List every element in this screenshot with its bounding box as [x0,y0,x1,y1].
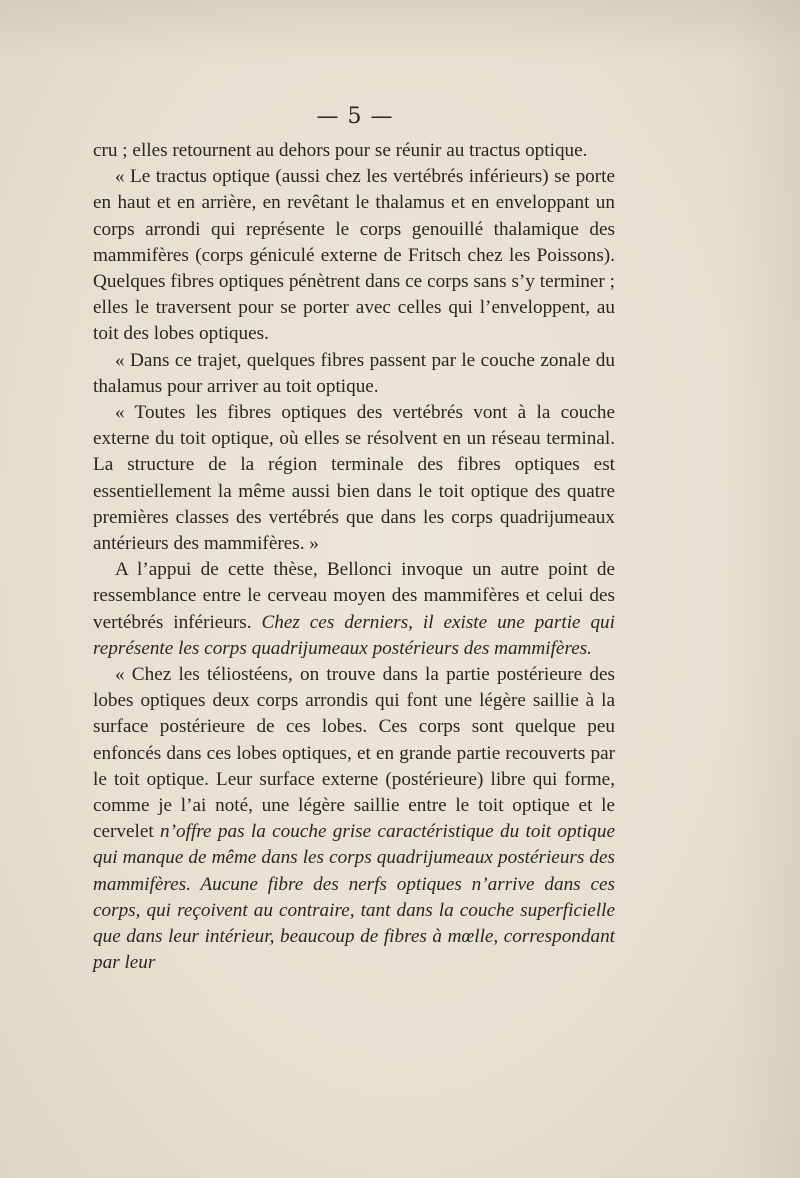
page-shadow-right [730,0,800,1178]
paragraph [93,557,615,662]
text-run: « Chez les téliostéens, on trouve dans la partie postérieure des lobes optiques deux corps arrondis qui font une légère saillie à la surface postérieure de ces lobes. Ces corps sont quelque peu enfoncés dans ces lobes optiques, et en grande partie recouverts par le toit optique. Leur surface externe (postérieure) libre qui forme, comme je l’ai noté, une légère saillie entre le toit optique et le cervelet [93,664,615,843]
paragraph [93,164,615,347]
page-number: — 5 — [316,104,394,129]
page-shadow-top [0,0,800,60]
text-run: « Dans ce trajet, quelques fibres passent par le couche zonale du thalamus pour arriver au toit optique. [93,349,615,397]
italic-text: Chez ces derniers, il existe une partie qui représente les corps quadrijumeaux postérieurs des mammifères. [93,611,615,659]
paragraph [93,400,615,557]
body-text [93,138,615,977]
text-run: « Le tractus optique (aussi chez les vertébrés inférieurs) se porte en haut et en arrière, en revêtant le thalamus et en enveloppant un corps arrondi qui représente le corps genouillé thalamique des mammifères (corps géniculé externe de Fritsch chez les Poissons). Quelques fibres optiques pénètrent dans ce corps sans s’y terminer ; elles le traversent pour se porter avec celles qui l’enveloppent, au toit des lobes optiques. [93,166,615,345]
paragraph [93,348,615,400]
text-run: cru ; elles retournent au dehors pour se réunir au tractus optique. [93,140,588,161]
paragraph [93,138,615,164]
text-run: « Toutes les fibres optiques des vertébrés vont à la couche externe du toit optique, où elles se résolvent en un réseau terminal. La structure de la région terminale des fibres optiques est essentiellement la même aussi bien dans le toit optique des quatre premières classes des vertébrés que dans les corps quadrijumeaux antérieurs des mammifères. » [93,402,615,555]
text-run: A l’appui de cette thèse, Bellonci invoque un autre point de ressemblance entre le cerveau moyen des mammifères et celui des vertébrés inférieurs. [93,559,615,633]
italic-text: n’offre pas la couche grise caractéristique du toit optique qui manque de même dans les corps quadrijumeaux postérieurs des mammifères. Aucune fibre des nerfs optiques n’arrive dans ces corps, qui reçoivent au contraire, tant dans la couche superficielle que dans leur intérieur, beaucoup de fibres à mœlle, correspondant par leur [93,821,615,974]
paragraph [93,662,615,976]
